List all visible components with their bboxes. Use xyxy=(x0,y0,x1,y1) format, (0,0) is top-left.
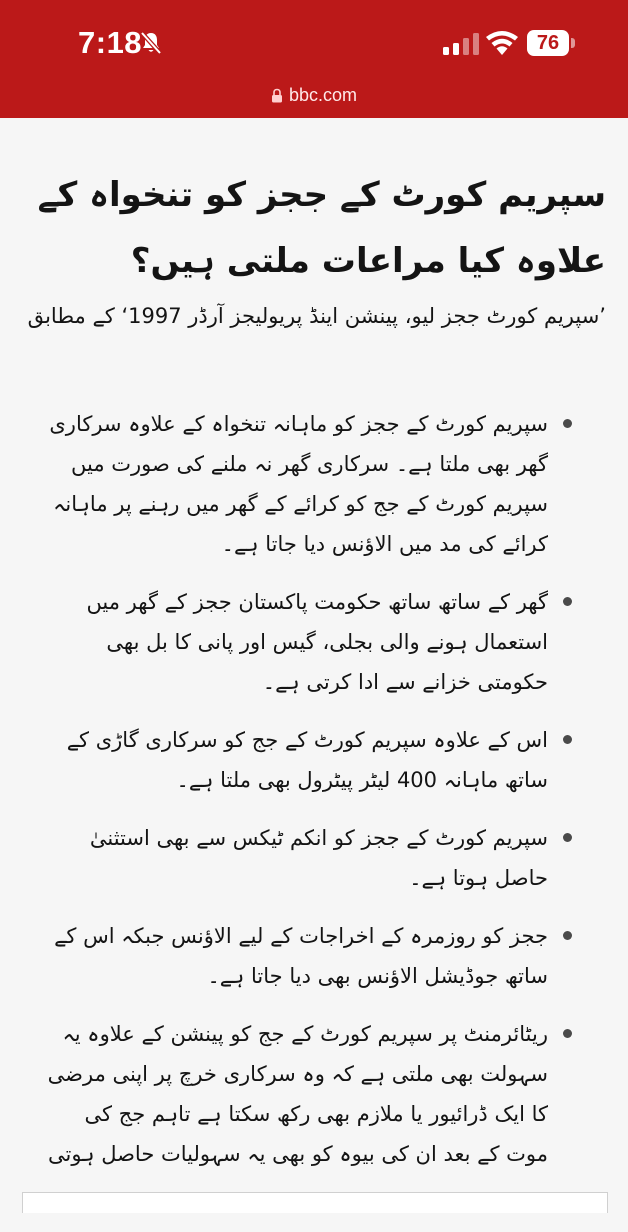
list-item-text: اس کے علاوہ سپریم کورٹ کے جج کو سرکاری گاڑی کے ساتھ ماہانہ 400 لیٹر پیٹرول بھی ملتا ہے۔ xyxy=(66,728,548,792)
list-item-text: گھر کے ساتھ ساتھ حکومت پاکستان ججز کے گھر میں استعمال ہونے والی بجلی، گیس اور پانی کا بل بھی حکومتی خزانے سے ادا کرتی ہے۔ xyxy=(86,590,548,694)
wifi-icon xyxy=(485,29,519,55)
bullet-icon xyxy=(563,833,572,842)
list-item xyxy=(0,916,628,996)
list-item-text: ریٹائرمنٹ پر سپریم کورٹ کے جج کو پینشن کے علاوہ یہ سہولت بھی ملتی ہے کہ وہ سرکاری خرچ پر اپنی مرضی کا ایک ڈرائیور یا ملازم بھی رکھ سکتا ہے تاہم جج کی موت کے بعد ان کی بیوہ کو بھی یہ سہولیات حاصل ہوتی xyxy=(47,1022,548,1166)
browser-header xyxy=(0,0,628,118)
article-body xyxy=(0,118,628,1200)
list-item-text: ججز کو روزمرہ کے اخراجات کے لیے الاؤنس جبکہ اس کے ساتھ جوڈیشل الاؤنس بھی دیا جاتا ہے۔ xyxy=(54,924,548,988)
bullet-icon xyxy=(563,597,572,606)
list-item xyxy=(0,404,628,564)
bullet-icon xyxy=(563,735,572,744)
url-text: bbc.com xyxy=(288,85,358,105)
perks-list xyxy=(0,404,628,1232)
list-item xyxy=(0,582,628,702)
signal-icon xyxy=(443,33,479,55)
status-time: 7:18 xyxy=(78,25,143,60)
bullet-icon xyxy=(563,931,572,940)
list-item xyxy=(0,1014,628,1214)
lock-icon xyxy=(271,88,283,103)
list-item xyxy=(0,720,628,800)
bullet-icon xyxy=(563,419,572,428)
list-item xyxy=(0,818,628,898)
next-content-card xyxy=(22,1192,608,1213)
list-item-text: سپریم کورٹ کے ججز کو ماہانہ تنخواہ کے علاوہ سرکاری گھر بھی ملتا ہے۔ سرکاری گھر نہ ملنے کی صورت میں سپریم کورٹ کے جج کو کرائے کے گھر میں رہنے پر ماہانہ کرائے کی مد میں الاؤنس دیا جاتا ہے۔ xyxy=(49,412,548,556)
bullet-icon xyxy=(563,1029,572,1038)
mute-icon xyxy=(140,31,162,55)
article-headline: سپریم کورٹ کے ججز کو تنخواہ کے علاوہ کیا مراعات ملتی ہیں؟ xyxy=(37,175,606,281)
article-intro: ’سپریم کورٹ ججز لیو، پینشن اینڈ پریولیجز آرڈر 1997‘ کے مطابق xyxy=(27,304,606,328)
battery-icon xyxy=(527,30,575,56)
address-bar[interactable] xyxy=(0,80,628,110)
battery-level: 76 xyxy=(536,32,560,54)
list-item-text: سپریم کورٹ کے ججز کو انکم ٹیکس سے بھی استثنیٰ حاصل ہوتا ہے۔ xyxy=(89,826,548,890)
